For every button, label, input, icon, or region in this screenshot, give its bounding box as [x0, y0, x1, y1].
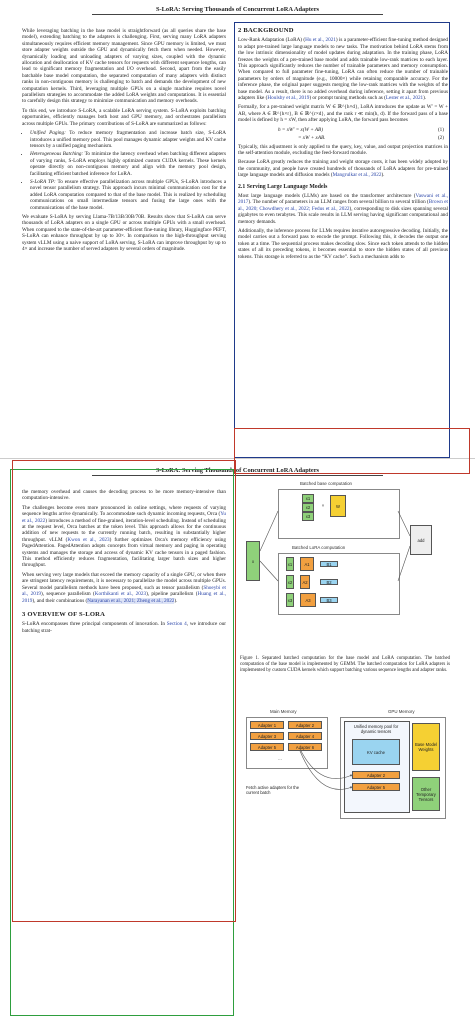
- equation-text: = xW + xAB.: [298, 135, 326, 142]
- page-2: [0, 458, 475, 1025]
- list-term: Heterogeneous Batching:: [30, 151, 84, 158]
- paragraph: We evaluate S-LoRA by serving Llama-7B/13B/30B/70B. Results show that S-LoRA can serve thousands of LoRA adapters on a single GPU or across multiple GPUs with a small overhead. When compared to the state-of-the-art parameter-efficient fine-tuning library, Huggingface PEFT, S-LoRA can enhance throughput by up to 30×. In comparison to the high-throughput serving system vLLM using a naive support of LoRA serving, S-LoRA can improve throughput by up to 4× and increase the number of served adapters by several orders of magnitude.: [22, 213, 226, 252]
- matrix-row: x3: [286, 593, 294, 607]
- list-term: Unified Paging:: [30, 130, 66, 137]
- list-item: [30, 130, 226, 149]
- text: , we introduce our batching strat-: [22, 621, 226, 634]
- paragraph: Additionally, the inference process for LLMs requires iterative autoregressive decoding. Initially, the model carries out a forward pass to encode the prompt. Following this, it decodes the output one token at a time. The sequential process makes decoding slow. Since each token attends to the hidden states of all its preceding tokens, it becomes essential to store the hidden states of all previous tokens. This storage is referred to as the “KV cache”. Such a mechanism adds to: [238, 227, 448, 260]
- equation-text: h = xW′ = x(W + AB): [278, 126, 323, 133]
- arrow-connectors: [240, 481, 450, 621]
- contribution-list: [22, 130, 226, 211]
- lora-b-matrix: B3: [320, 597, 338, 603]
- subsection-title: 2.1 Serving Large Language Models: [238, 183, 328, 190]
- equation-number: (1): [437, 126, 444, 133]
- paragraph: [238, 193, 448, 225]
- text: ), and their combinations (: [32, 597, 88, 604]
- figure-1: [240, 481, 450, 651]
- running-head: S-LoRA: Serving Thousands of Concurrent LoRA Adapters: [92, 6, 383, 15]
- paragraph: [238, 159, 448, 178]
- text: ).: [381, 172, 385, 179]
- text: ). The number of parameters in an LLM ranges from several billion to several trillion (: [248, 199, 429, 206]
- matrix-row: x2: [302, 503, 314, 512]
- figure-title: Batched LoRA computation: [292, 545, 346, 550]
- main-memory-title: Main Memory: [270, 709, 297, 714]
- text: Because LoRA greatly reduces the training and weight storage costs, it has been widely adopted by the community, and people have created hundreds of thousands of LoRA adapters for pre-trained large language models and diffusion models (: [238, 159, 448, 179]
- paragraph: Formally, for a pre-trained weight matrix W ∈ ℝ^{h×d}, LoRA introduces the update as W′ = W + AB, where A ∈ ℝ^{h×r}, B ∈ ℝ^{r×d}, and the rank r ≪ min(h, d). If the forward pass of a base model is defined by h = xW, then after applying LoRA, the forward pass becomes: [238, 104, 448, 124]
- left-column: [22, 28, 226, 255]
- section-title: 2 BACKGROUND: [238, 27, 294, 34]
- page-1: [0, 0, 475, 455]
- weight-matrix: W: [330, 495, 346, 517]
- adapter-block: Adapter 5: [352, 783, 400, 791]
- text: ).: [423, 95, 427, 102]
- equation-2: [238, 135, 448, 141]
- citation-link[interactable]: Vaswani et al., 2017: [238, 192, 449, 206]
- text: Most large language models (LLMs) are based on the transformer architecture (: [238, 192, 416, 199]
- lora-b-matrix: B2: [320, 579, 338, 585]
- section-link[interactable]: Section 4: [166, 621, 187, 628]
- adapter-block: Adapter 2: [352, 771, 400, 779]
- fetch-label: Fetch active adapters for the current batch: [246, 785, 300, 795]
- adapter-block: Adapter 1: [250, 721, 284, 729]
- figure-1-caption: Figure 1. Separated batched computation for the base model and LoRA computation. The batched computation of the base model is implemented by GEMM. The batched computation for LoRA adapters is implemented by custom CUDA kernels which support batching various sequence lengths and adapter ranks.: [240, 656, 450, 673]
- paragraph: [22, 572, 226, 604]
- adapter-block: Adapter 3: [250, 732, 284, 740]
- paragraph: [22, 621, 226, 634]
- citation-link[interactable]: Kwon et al., 2023: [67, 536, 110, 543]
- list-text: To ensure effective parallelization across multiple GPUs, S-LoRA introduces a novel tensor parallelism strategy. This approach incurs minimal communication cost for the added LoRA computation compared to that of the base model. This is realized by scheduling communications on small intermediate tensors and fusing the large ones with the communications of the base model.: [30, 178, 226, 211]
- right-column: [238, 28, 448, 263]
- list-text: To reduce memory fragmentation and increase batch size, S-LoRA introduces a unified memory pool. This pool manages dynamic adapter weights and KV cache tensors by a unified paging mechanism.: [30, 130, 226, 149]
- matrix-row: x3: [302, 512, 314, 521]
- citation-link[interactable]: Huang et al., 2019: [22, 591, 227, 604]
- citation-link[interactable]: Lester et al., 2021: [385, 95, 424, 102]
- paragraph: [22, 505, 226, 569]
- fetch-arrows: [240, 709, 450, 839]
- section-title: 3 OVERVIEW OF S-LORA: [22, 610, 106, 618]
- paragraph: To this end, we introduce S-LoRA, a scalable LoRA serving system. S-LoRA exploits batching opportunities, efficiently manages both host and GPU memory, and orchestrates parallelism across multiple GPUs. The primary contributions of S-LoRA are summarized as follows:: [22, 107, 226, 127]
- left-column: [22, 489, 226, 637]
- pool-title: Unified memory pool for dynamic tensors: [353, 724, 399, 734]
- other-tensors-block: Other Temporary Tensors: [412, 777, 440, 811]
- text: The challenges become even more pronounced in online settings, where requests of varying sequence lengths arrive dynamically. To accommodate such dynamic incoming requests, Orca (: [22, 504, 226, 518]
- matrix-row: x1: [302, 494, 314, 503]
- text: S-LoRA encompasses three principal components of innovation. In: [22, 621, 167, 628]
- text: ) further optimizes Orca's memory efficiency using PagedAttention. PagedAttention adopts concepts from virtual memory and paging in operating systems and manages the storage and access of dynamic KV cache tensors in a paged fashion. This method efficiently reduces fragmentation, facilitating larger batch sizes and higher throughput.: [22, 536, 226, 569]
- citation-link[interactable]: Yu et al., 2022: [22, 511, 226, 524]
- paragraph: [238, 37, 448, 101]
- lora-a-matrix: A1: [300, 557, 314, 571]
- citation-link[interactable]: Hu et al., 2021: [305, 37, 336, 44]
- kv-cache-block: KV cache: [352, 739, 400, 765]
- equation-number: (2): [437, 135, 444, 142]
- adapter-block: Adapter 5: [250, 743, 284, 751]
- text: ) is a parameter-efficient fine-tuning method designed to adapt pre-trained large language models to new tasks. The motivation behind LoRA stems from the low intrinsic dimensionality of model updates during adaptation. In the training phase, LoRA freezes the weights of a pre-trained base model and adds trainable low-rank matrices to each layer. This approach significantly reduces the number of trainable parameters and memory consumption. When compared to full parameter fine-tuning, LoRA can often reduce the number of trainable parameters by orders of magnitude (e.g., 10000×) while retaining comparable accuracy. For the inference phase, the original paper suggests merging the low-rank matrices with the weights of the base model. As a result, there is no added overhead during inference, setting it apart from previous adapters like (: [238, 37, 448, 102]
- figure-2: [240, 709, 450, 839]
- adapter-block: Adapter 4: [288, 732, 322, 740]
- adapter-block: Adapter 6: [288, 743, 322, 751]
- paragraph: Typically, this adjustment is only applied to the query, key, value, and output projection matrices in the self-attention module, excluding the feed-forward module.: [238, 143, 448, 156]
- citation-link[interactable]: Houlsby et al., 2019: [267, 95, 310, 102]
- figure-title: Batched base computation: [300, 481, 352, 486]
- lora-a-matrix: A2: [300, 575, 310, 589]
- citation-link[interactable]: Brown et al., 2020; Chowdhery et al., 2022; Fedus et al., 2022: [238, 199, 448, 212]
- lora-a-matrix: A3: [300, 593, 316, 607]
- equation-1: [238, 127, 448, 133]
- text: ) introduces a method of fine-grained, iteration-level scheduling. Instead of scheduling at the request level, Orca batches at the token level. This approach allows for the continuous addition of new requests to the currently running batch, resulting in substantially higher throughput. vLLM (: [22, 517, 226, 543]
- paragraph: While leveraging batching in the base model is straightforward (as all queries share the base model), extending batching to the adapters is challenging. First, serving many LoRA adapters simultaneously requires efficient memory management. Since GPU memory is limited, we must store adapter weights outside the GPU and dynamically fetch them when needed. However, dynamically loading and unloading adapters of varying sizes, coupled with the dynamic allocation and deallocation of KV cache tensors for requests with different sequence lengths, can lead to significant memory fragmentation and I/O overhead. Second, apart from the easily batchable base model computation, the separated computation of many adapters with distinct ranks in non-contiguous memory is challenging to batch and demands the development of new computation kernels. Third, leveraging multiple GPUs on a single machine requires novel parallelism strategies to accommodate the added LoRA weights and computations. It is essential to carefully design this strategy to minimize communication and memory overheads.: [22, 28, 226, 105]
- adapter-block: Adapter 2: [288, 721, 322, 729]
- ellipsis: ...: [278, 755, 282, 761]
- input-matrix: x: [246, 541, 260, 581]
- paragraph: the memory overhead and causes the decoding process to be more memory-intensive than computation-intensive.: [22, 489, 226, 502]
- gpu-memory-title: GPU Memory: [388, 709, 415, 714]
- list-item: [30, 179, 226, 211]
- list-item: [30, 151, 226, 177]
- matrix-row: x1: [286, 557, 294, 571]
- add-block: add: [410, 525, 432, 555]
- running-head: S-LoRA: Serving Thousands of Concurrent LoRA Adapters: [92, 467, 383, 476]
- text: ).: [174, 597, 178, 604]
- lora-b-matrix: B1: [320, 561, 338, 567]
- text: ), sequence parallelism (: [41, 591, 95, 598]
- citation-link[interactable]: Narayanan et al., 2021; Zheng et al., 2022: [87, 597, 175, 604]
- text: ), corresponding to disk sizes spanning several gigabytes to even terabytes. This scale results in LLM serving having significant computational and memory demands.: [238, 205, 449, 225]
- text: ), pipeline parallelism (: [146, 591, 198, 598]
- list-text: To minimize the latency overhead when batching different adapters of varying ranks, S-LoRA employs highly optimized custom CUDA kernels. These kernels operate directly on non-contiguous memory and align with the memory pool design, facilitating efficient batched inference for LoRA.: [30, 151, 226, 177]
- multiply-sign: ×: [321, 502, 325, 508]
- base-weights-block: Base Model Weights: [412, 723, 440, 771]
- text: ) or prompt tuning methods such as (: [309, 95, 386, 102]
- list-term: S-LoRA TP:: [30, 178, 56, 185]
- matrix-row: x2: [286, 575, 294, 589]
- citation-link[interactable]: Korthikanti et al., 2023: [94, 591, 147, 598]
- text: When serving very large models that exceed the memory capacity of a single GPU, or when there are stringent latency requirements, it is necessary to parallelize the model across multiple GPUs. Several model parallelism methods have been proposed, such as tensor parallelism (: [22, 571, 226, 591]
- text: Low-Rank Adaptation (LoRA) (: [238, 37, 306, 44]
- citation-link[interactable]: Shoeybi et al., 2019: [22, 584, 226, 598]
- citation-link[interactable]: Mangrulkar et al., 2022: [332, 172, 382, 179]
